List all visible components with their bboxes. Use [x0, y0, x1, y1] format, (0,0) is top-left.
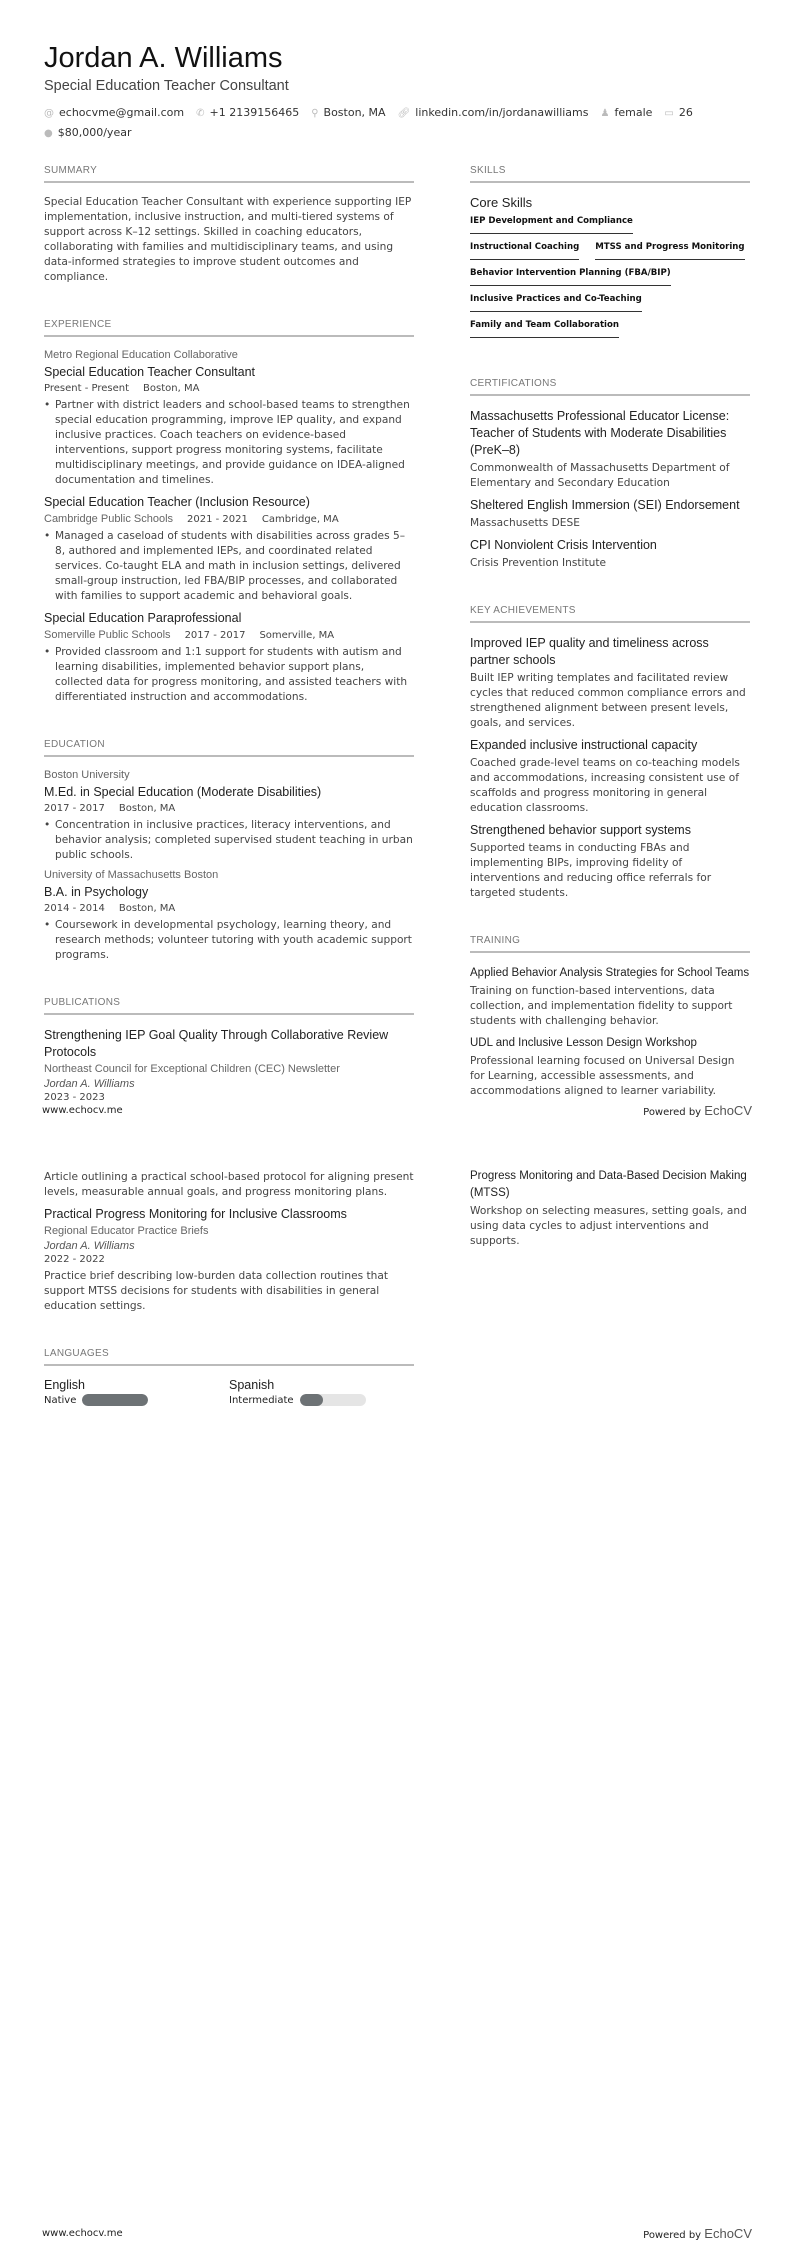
- publication-description: Article outlining a practical school-based protocol for aligning present levels, measurable annual goals, and progress monitoring plans.: [44, 1171, 414, 1198]
- proficiency-bar: [300, 1394, 366, 1406]
- experience-section: [44, 319, 414, 705]
- certification-title: CPI Nonviolent Crisis Intervention: [470, 538, 657, 552]
- entry-organization: Somerville Public Schools: [44, 629, 171, 641]
- publication-title: Practical Progress Monitoring for Inclusive Classrooms: [44, 1207, 347, 1221]
- entry-meta: [44, 803, 414, 814]
- entry-meta: [44, 629, 414, 641]
- contact-text[interactable]: linkedin.com/in/jordanawilliams: [415, 106, 589, 119]
- summary-section: [44, 165, 414, 285]
- education-item: [44, 869, 414, 963]
- entry-bullets: [44, 818, 414, 863]
- publications-section: [44, 997, 414, 1103]
- bullet-item: • Partner with district leaders and school-based teams to strengthen special education programming, improve IEP quality, and expand inclusive practices. Coach teachers on evidence-based interventions, support progress monitoring systems, facilitate multidisciplinary meetings, and provide guidance on IDEA-aligned documentation and timelines.: [44, 398, 414, 488]
- right-column: [470, 1168, 750, 1255]
- contact-item: [44, 126, 131, 139]
- achievement-title: Improved IEP quality and timeliness across partner schools: [470, 636, 709, 667]
- publication-description: Practice brief describing low-burden data collection routines that support MTSS decisions for students with disabilities in general education settings.: [44, 1270, 388, 1312]
- brand-logo: EchoCV: [704, 1103, 752, 1118]
- skill-tag: MTSS and Progress Monitoring: [595, 240, 744, 260]
- experience-item: [44, 610, 414, 705]
- entry-dates: 2021 - 2021: [187, 514, 248, 525]
- language-item: [44, 1378, 229, 1406]
- candidate-name: Jordan A. Williams: [44, 42, 283, 74]
- training-item: [470, 1035, 750, 1099]
- entry-title: Special Education Teacher Consultant: [44, 365, 256, 379]
- training-section: [470, 935, 750, 1099]
- calendar-icon: ▭: [664, 108, 674, 119]
- achievement-description: Built IEP writing templates and facilitated review cycles that reduced common compliance errors and strengthened alignment between present levels, goals, and services.: [470, 672, 746, 729]
- bullet-item: • Managed a caseload of students with disabilities across grades 5–8, authored and implemented IEPs, and coordinated related services. Co-taught ELA and math in inclusion settings, delivered small-group instruction, led FBA/BIP processes, and collaborated with families to support academic and behavioral goals.: [44, 529, 414, 604]
- entry-organization: Metro Regional Education Collaborative: [44, 349, 238, 361]
- certification-issuer: Massachusetts DESE: [470, 517, 580, 529]
- entry-location: Somerville, MA: [259, 630, 335, 641]
- training-item: [470, 965, 750, 1029]
- skill-tag: Behavior Intervention Planning (FBA/BIP): [470, 266, 671, 286]
- contact-item: [664, 106, 692, 119]
- entry-bullets: [44, 645, 414, 705]
- certification-item: [470, 537, 750, 571]
- section-heading: LANGUAGES: [44, 1348, 414, 1366]
- money-icon: ●: [44, 128, 53, 139]
- powered-by-text: Powered by: [643, 1107, 702, 1118]
- certification-title: Sheltered English Immersion (SEI) Endorsement: [470, 498, 740, 512]
- publication-author: Jordan A. Williams: [44, 1240, 135, 1252]
- brand-logo: EchoCV: [704, 2226, 752, 2241]
- contact-item: [601, 106, 653, 119]
- entry-meta: [44, 513, 414, 525]
- entry-bullets: [44, 398, 414, 488]
- training-description: Training on function-based interventions, data collection, and implementation fidelity to support students with challenging behavior.: [470, 985, 733, 1027]
- section-heading: PUBLICATIONS: [44, 997, 414, 1015]
- section-heading: SUMMARY: [44, 165, 414, 183]
- experience-item: [44, 494, 414, 604]
- contact-text: +1 2139156465: [209, 106, 300, 119]
- entry-dates: 2014 - 2014: [44, 903, 105, 914]
- language-item: [229, 1378, 414, 1406]
- location-icon: ⚲: [311, 108, 319, 119]
- contact-item: [311, 106, 385, 119]
- skill-tag: IEP Development and Compliance: [470, 214, 633, 234]
- entry-title: Special Education Teacher (Inclusion Resource): [44, 495, 310, 509]
- contact-text: female: [614, 106, 653, 119]
- entry-location: Boston, MA: [143, 383, 200, 394]
- bullet-item: • Coursework in developmental psychology, learning theory, and research methods; volunteer tutoring with youth academic support programs.: [44, 918, 414, 963]
- left-column: [44, 1170, 414, 1440]
- proficiency-fill: [300, 1394, 323, 1406]
- training-description: Workshop on selecting measures, setting goals, and using data cycles to adjust interventions and supports.: [470, 1205, 747, 1247]
- publication-item: [44, 1027, 414, 1103]
- entry-title: M.Ed. in Special Education (Moderate Disabilities): [44, 785, 322, 799]
- link-icon: 🔗︎: [397, 108, 411, 119]
- language-level-label: Native: [44, 1394, 77, 1406]
- person-icon: ♟: [600, 108, 610, 119]
- publication-dates: 2023 - 2023: [44, 1092, 105, 1103]
- achievement-title: Expanded inclusive instructional capacity: [470, 738, 698, 752]
- achievement-item: [470, 635, 750, 731]
- right-column: [470, 165, 750, 1133]
- contact-item: [44, 106, 184, 119]
- summary-text: Special Education Teacher Consultant with experience supporting IEP implementation, inclusive instruction, and multi-tiered systems of support across K–12 settings. Skilled in coaching educators, collaborating with families and multidisciplinary teams, and using data-informed strategies to improve student outcomes and compliance.: [44, 196, 412, 283]
- skill-tag: Instructional Coaching: [470, 240, 579, 260]
- training-title: Progress Monitoring and Data-Based Decision Making (MTSS): [470, 1170, 747, 1199]
- entry-location: Boston, MA: [118, 803, 176, 814]
- languages-section: [44, 1348, 414, 1406]
- achievement-item: [470, 737, 750, 816]
- language-name: English: [44, 1378, 85, 1392]
- training-title: Applied Behavior Analysis Strategies for School Teams: [470, 967, 750, 979]
- contact-text: Boston, MA: [323, 106, 386, 119]
- achievement-description: Supported teams in conducting FBAs and implementing BIPs, improving fidelity of interventions and reducing office referrals for targeted students.: [470, 842, 712, 899]
- contact-info: [44, 103, 744, 143]
- entry-title: B.A. in Psychology: [44, 885, 149, 899]
- entry-dates: 2017 - 2017: [184, 630, 246, 641]
- achievements-section: [470, 605, 750, 901]
- left-column: [44, 165, 414, 1137]
- entry-title: Special Education Paraprofessional: [44, 611, 242, 625]
- entry-organization: Cambridge Public Schools: [44, 513, 174, 525]
- entry-location: Cambridge, MA: [261, 514, 339, 525]
- footer-powered-by: [643, 2226, 752, 2241]
- certification-issuer: Commonwealth of Massachusetts Department of Elementary and Secondary Education: [470, 462, 730, 489]
- publication-item: [44, 1206, 414, 1314]
- publications-continued: [44, 1170, 414, 1314]
- contact-text[interactable]: echocvme@gmail.com: [59, 106, 185, 119]
- resume-page-2: [0, 1123, 794, 2246]
- language-name: Spanish: [229, 1378, 275, 1392]
- bullet-item: • Provided classroom and 1:1 support for students with autism and learning disabilities, implemented behavior support plans, collected data for progress monitoring, and assisted teachers with differentiated instruction and accommodations.: [44, 645, 414, 705]
- contact-item: [196, 106, 299, 119]
- certification-title: Massachusetts Professional Educator License: Teacher of Students with Moderate Disabilities (PreK–8): [470, 409, 730, 457]
- powered-by-text: Powered by: [643, 2230, 702, 2241]
- entry-organization: University of Massachusetts Boston: [44, 869, 219, 881]
- training-description: Professional learning focused on Universal Design for Learning, accessible assessments, and accommodations aligned to learner variability.: [470, 1055, 735, 1097]
- experience-item: [44, 349, 414, 488]
- entry-dates: Present - Present: [44, 383, 130, 394]
- language-level-label: Intermediate: [229, 1394, 294, 1406]
- proficiency-bar: [82, 1394, 148, 1406]
- at-icon: @: [44, 108, 54, 119]
- candidate-title: Special Education Teacher Consultant: [44, 78, 289, 94]
- certifications-section: [470, 378, 750, 571]
- proficiency-fill: [82, 1394, 148, 1406]
- entry-location: Boston, MA: [118, 903, 176, 914]
- education-item: [44, 769, 414, 863]
- certification-issuer: Crisis Prevention Institute: [470, 557, 607, 569]
- section-heading: TRAINING: [470, 935, 750, 953]
- footer-site-link[interactable]: www.echocv.me: [42, 2228, 123, 2239]
- bullet-item: • Concentration in inclusive practices, literacy interventions, and behavior analysis; completed supervised student teaching in urban public schools.: [44, 818, 414, 863]
- section-heading: KEY ACHIEVEMENTS: [470, 605, 750, 623]
- section-heading: CERTIFICATIONS: [470, 378, 750, 396]
- skill-tag: Inclusive Practices and Co-Teaching: [470, 292, 642, 312]
- skill-group-title: Core Skills: [470, 195, 533, 210]
- section-heading: EDUCATION: [44, 739, 414, 757]
- publication-venue: Northeast Council for Exceptional Children (CEC) Newsletter: [44, 1063, 340, 1075]
- entry-bullets: [44, 529, 414, 604]
- skill-tag: Family and Team Collaboration: [470, 318, 619, 338]
- training-item: [470, 1168, 750, 1249]
- contact-text: 26: [678, 106, 693, 119]
- publication-venue: Regional Educator Practice Briefs: [44, 1225, 209, 1237]
- section-heading: SKILLS: [470, 165, 750, 183]
- certification-item: [470, 408, 750, 491]
- contact-item: [398, 106, 589, 119]
- training-title: UDL and Inclusive Lesson Design Workshop: [470, 1037, 697, 1049]
- education-section: [44, 739, 414, 963]
- language-level: [229, 1394, 414, 1406]
- entry-bullets: [44, 918, 414, 963]
- contact-text: $80,000/year: [57, 126, 132, 139]
- achievement-item: [470, 822, 750, 901]
- achievement-title: Strengthened behavior support systems: [470, 823, 691, 837]
- publication-dates: 2022 - 2022: [44, 1254, 105, 1265]
- footer-site-link[interactable]: www.echocv.me: [42, 1105, 123, 1116]
- phone-icon: ✆: [196, 108, 205, 119]
- language-level: [44, 1394, 229, 1406]
- footer-powered-by: [643, 1103, 752, 1118]
- entry-organization: Boston University: [44, 769, 130, 781]
- achievement-description: Coached grade-level teams on co-teaching models and accommodations, increasing consistent use of scaffolds and progress monitoring in general education classrooms.: [470, 757, 740, 814]
- section-heading: EXPERIENCE: [44, 319, 414, 337]
- publication-title: Strengthening IEP Goal Quality Through Collaborative Review Protocols: [44, 1028, 389, 1059]
- skills-section: [470, 165, 750, 344]
- entry-dates: 2017 - 2017: [44, 803, 105, 814]
- publication-author: Jordan A. Williams: [44, 1078, 135, 1090]
- certification-item: [470, 497, 750, 531]
- entry-meta: [44, 903, 414, 914]
- entry-meta: [44, 383, 414, 394]
